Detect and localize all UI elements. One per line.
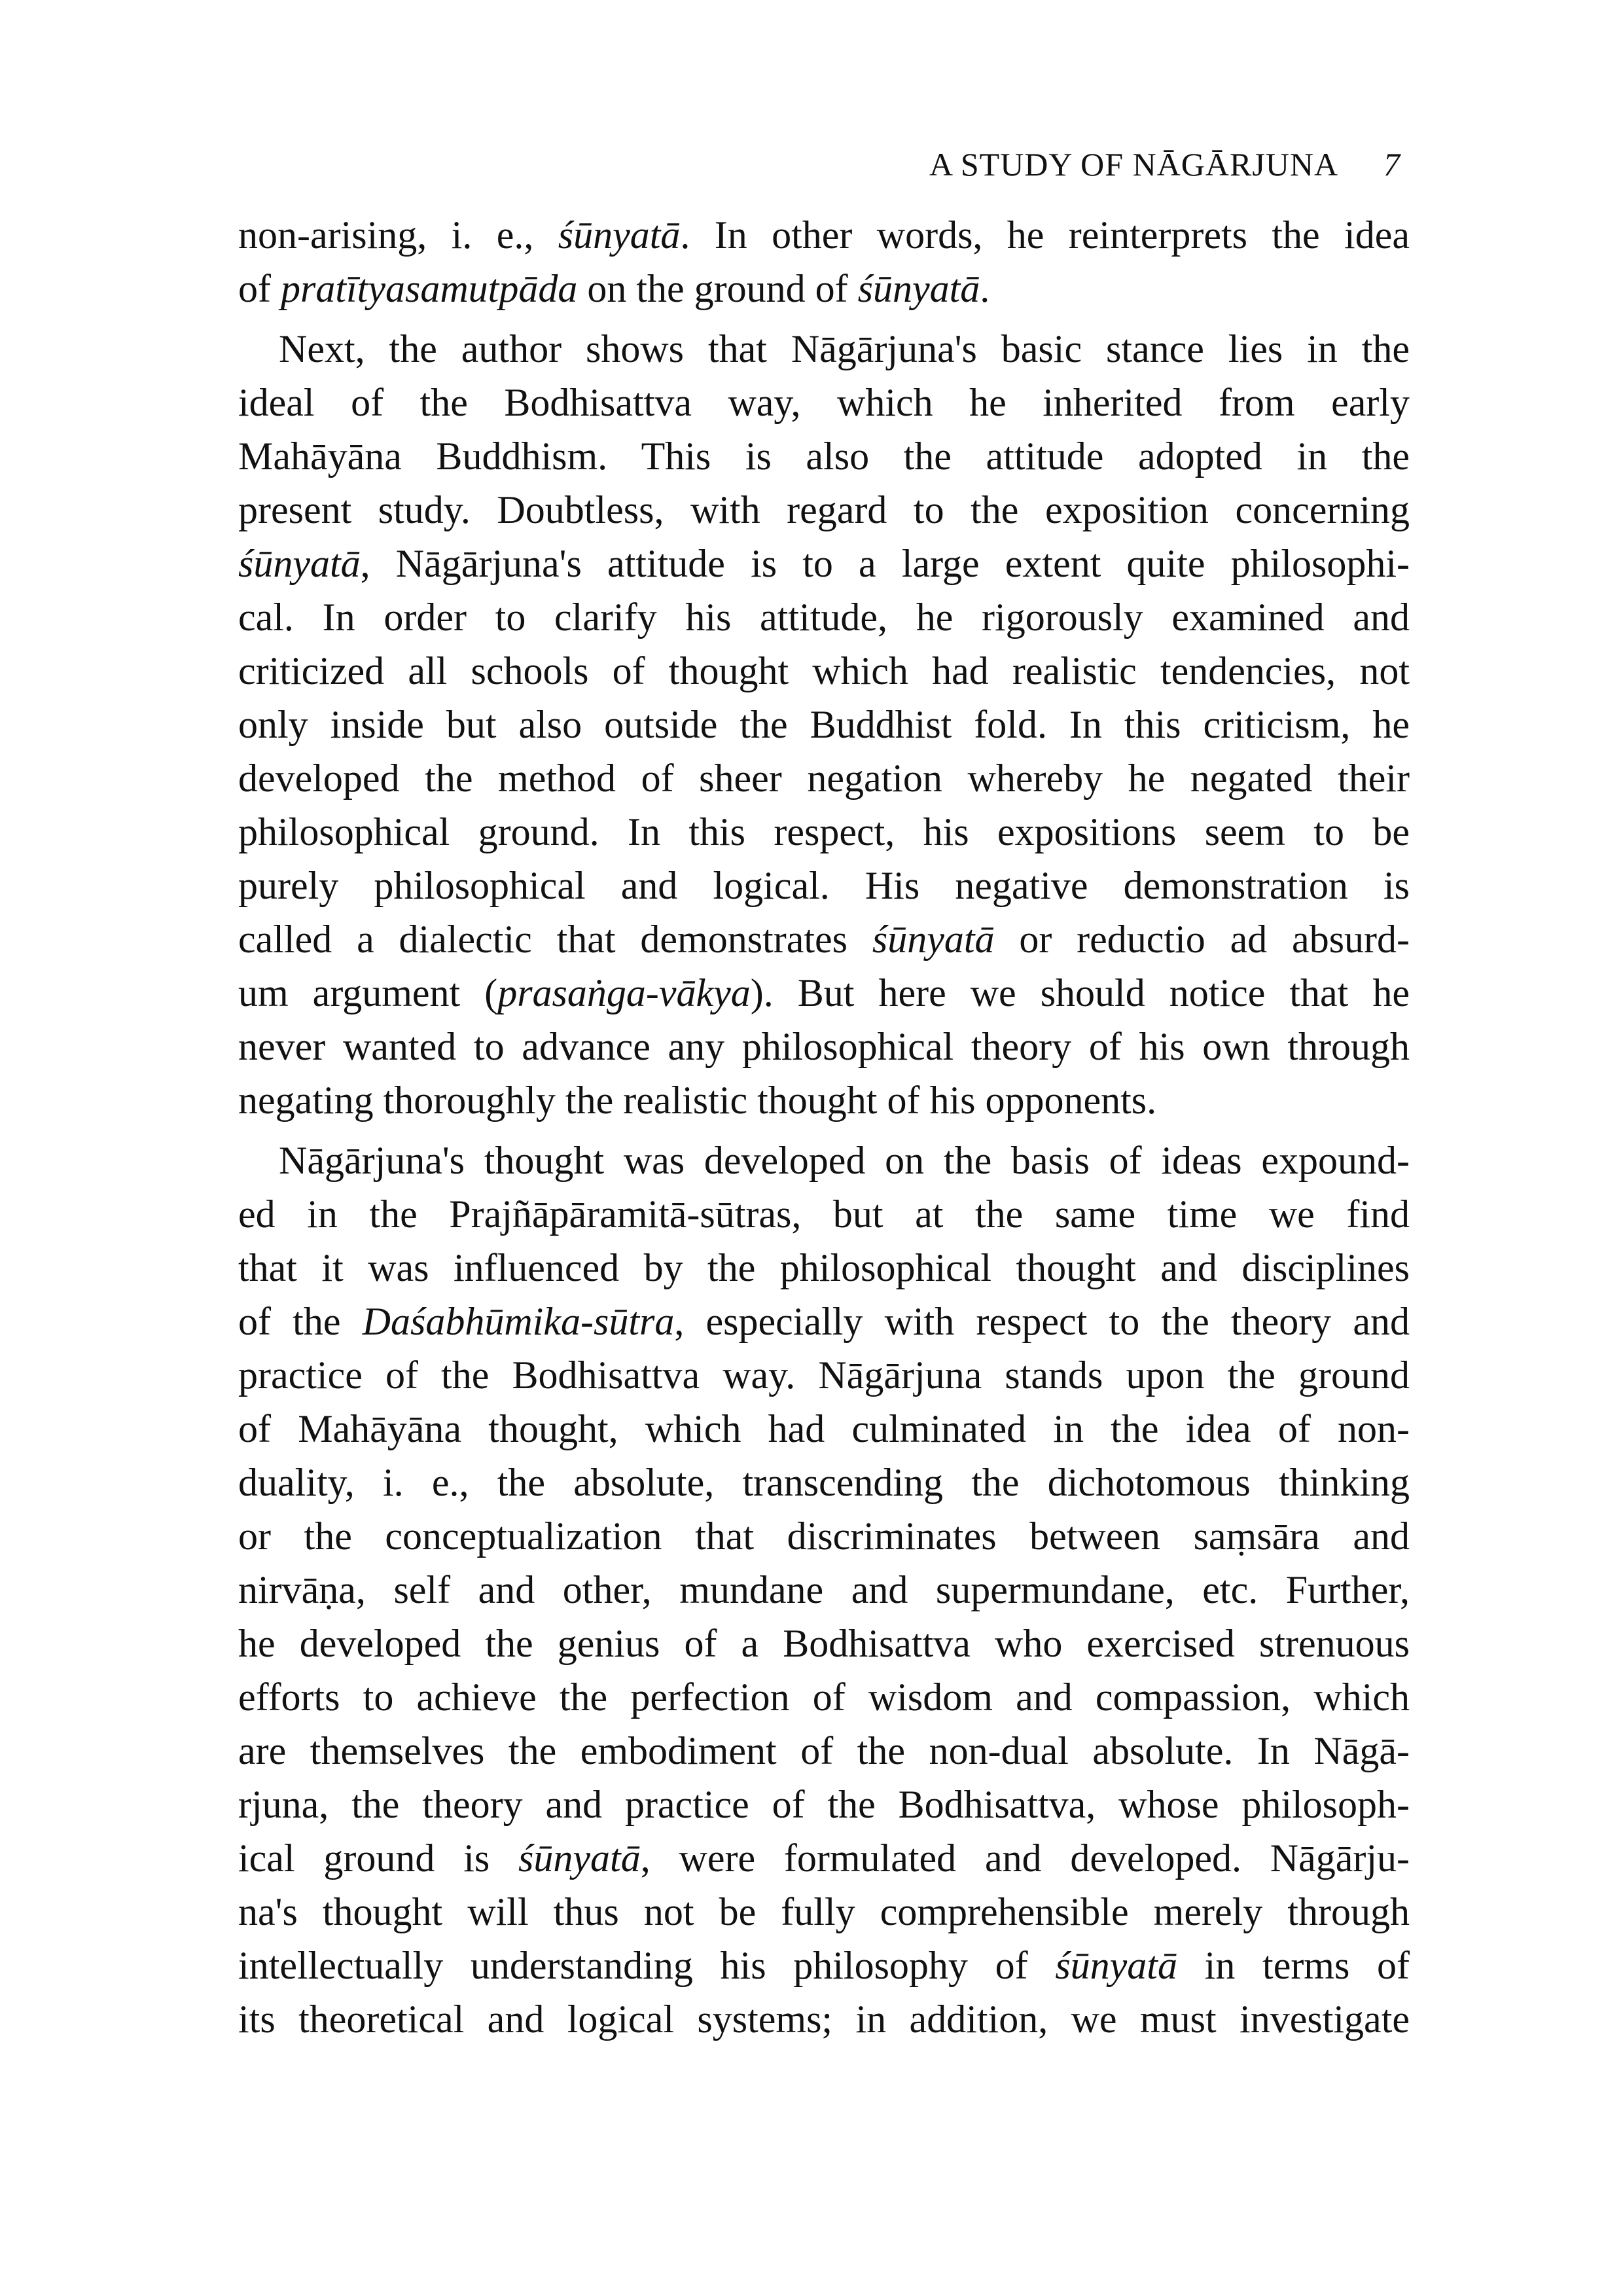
text-segment: or reductio ad absurd- — [994, 918, 1410, 961]
page-number: 7 — [1383, 146, 1400, 183]
text-segment: Mahāyāna Buddhism. This is also the attitude adopted in the — [238, 435, 1410, 478]
text-line — [238, 1992, 1410, 2046]
text-line — [238, 590, 1410, 644]
text-line — [238, 1241, 1410, 1295]
text-segment: ical ground is — [238, 1837, 519, 1880]
text-segment: Nāgārjuna's thought was developed on the basis of ideas expound- — [279, 1139, 1410, 1182]
text-segment: efforts to achieve the perfection of wisdom and compassion, which — [238, 1676, 1410, 1719]
text-line — [238, 859, 1410, 912]
text-line — [238, 1402, 1410, 1456]
text-segment: or the conceptualization that discriminates between saṃsāra and — [238, 1515, 1410, 1558]
running-head-title: A STUDY OF NĀGĀRJUNA — [929, 146, 1339, 183]
text-segment: rjuna, the theory and practice of the Bodhisattva, whose philosoph- — [238, 1783, 1410, 1826]
text-segment: philosophical ground. In this respect, his expositions seem to be — [238, 810, 1410, 853]
text-segment: in terms of — [1177, 1944, 1410, 1987]
italic-term: śūnyatā — [558, 213, 681, 257]
paragraph — [238, 208, 1410, 315]
text-segment: intellectually understanding his philosophy of — [238, 1944, 1056, 1987]
italic-term: śūnyatā — [857, 267, 980, 310]
text-line — [238, 1456, 1410, 1509]
text-line — [238, 1187, 1410, 1241]
text-segment: . In other words, he reinterprets the idea — [680, 213, 1410, 257]
text-line — [238, 1348, 1410, 1402]
text-segment: , especially with respect to the theory and — [674, 1300, 1410, 1343]
text-line — [238, 1939, 1410, 1992]
text-line — [238, 1134, 1410, 1187]
text-line — [238, 1885, 1410, 1939]
text-segment: practice of the Bodhisattva way. Nāgārjuna stands upon the ground — [238, 1354, 1410, 1397]
paragraph — [238, 322, 1410, 1127]
text-segment: nirvāṇa, self and other, mundane and supermundane, etc. Further, — [238, 1568, 1410, 1611]
text-segment: that it was influenced by the philosophical thought and disciplines — [238, 1246, 1410, 1289]
text-line — [238, 644, 1410, 698]
text-segment: non-arising, i. e., — [238, 213, 558, 257]
text-segment: na's thought will thus not be fully comprehensible merely through — [238, 1890, 1410, 1933]
text-segment: only inside but also outside the Buddhist fold. In this criticism, he — [238, 703, 1410, 746]
text-segment: he developed the genius of a Bodhisattva who exercised strenuous — [238, 1622, 1410, 1665]
body-text — [238, 208, 1410, 2053]
text-line — [238, 1724, 1410, 1778]
italic-term: pratītyasamutpāda — [280, 267, 578, 310]
italic-term: śūnyatā — [518, 1837, 641, 1880]
text-segment: are themselves the embodiment of the non-dual absolute. In Nāgā- — [238, 1729, 1410, 1772]
text-line — [238, 912, 1410, 966]
text-segment: developed the method of sheer negation whereby he negated their — [238, 757, 1410, 800]
text-segment: ed in the Prajñāpāramitā-sūtras, but at the same time we find — [238, 1193, 1410, 1236]
text-line — [238, 537, 1410, 590]
italic-term: śūnyatā — [1055, 1944, 1177, 1987]
text-line — [238, 429, 1410, 483]
text-line — [238, 1509, 1410, 1563]
text-line — [238, 1295, 1410, 1348]
text-line — [238, 208, 1410, 262]
text-line — [238, 805, 1410, 859]
text-line — [238, 751, 1410, 805]
text-segment: of the — [238, 1300, 363, 1343]
text-segment: of Mahāyāna thought, which had culminated in the idea of non- — [238, 1407, 1410, 1450]
paragraph — [238, 1134, 1410, 2046]
text-segment: present study. Doubtless, with regard to the exposition concerning — [238, 488, 1410, 531]
text-line — [238, 1020, 1410, 1073]
text-line — [238, 966, 1410, 1020]
text-line — [238, 376, 1410, 429]
text-segment: its theoretical and logical systems; in addition, we must investigate — [238, 1998, 1410, 2041]
text-line — [238, 262, 1410, 315]
text-line — [238, 1563, 1410, 1617]
text-segment: purely philosophical and logical. His negative demonstration is — [238, 864, 1410, 907]
text-segment: called a dialectic that demonstrates — [238, 918, 872, 961]
italic-term: śūnyatā — [872, 918, 995, 961]
text-segment: , Nāgārjuna's attitude is to a large extent quite philosophi- — [360, 542, 1410, 585]
text-segment: um argument ( — [238, 971, 498, 1014]
text-segment: Next, the author shows that Nāgārjuna's basic stance lies in the — [279, 327, 1410, 370]
italic-term: Daśabhūmika-sūtra — [362, 1300, 675, 1343]
text-line — [238, 698, 1410, 751]
text-segment: never wanted to advance any philosophical theory of his own through — [238, 1025, 1410, 1068]
text-line — [238, 483, 1410, 537]
text-segment: ). But here we should notice that he — [750, 971, 1410, 1014]
text-line — [238, 1670, 1410, 1724]
text-line — [238, 1073, 1410, 1127]
text-segment: criticized all schools of thought which had realistic tendencies, not — [238, 649, 1410, 692]
text-segment: duality, i. e., the absolute, transcending the dichotomous thinking — [238, 1461, 1410, 1504]
text-line — [238, 322, 1410, 376]
text-line — [238, 1617, 1410, 1670]
italic-term: śūnyatā — [238, 542, 361, 585]
text-segment: ideal of the Bodhisattva way, which he inherited from early — [238, 381, 1410, 424]
text-segment: on the ground of — [577, 267, 858, 310]
text-segment: , were formulated and developed. Nāgārju- — [640, 1837, 1410, 1880]
text-segment: negating thoroughly the realistic thought of his opponents. — [238, 1079, 1157, 1122]
text-segment: . — [980, 267, 990, 310]
text-segment: of — [238, 267, 281, 310]
text-line — [238, 1831, 1410, 1885]
text-segment: cal. In order to clarify his attitude, he rigorously examined and — [238, 596, 1410, 639]
italic-term: prasaṅga-vākya — [497, 971, 751, 1014]
text-line — [238, 1778, 1410, 1831]
